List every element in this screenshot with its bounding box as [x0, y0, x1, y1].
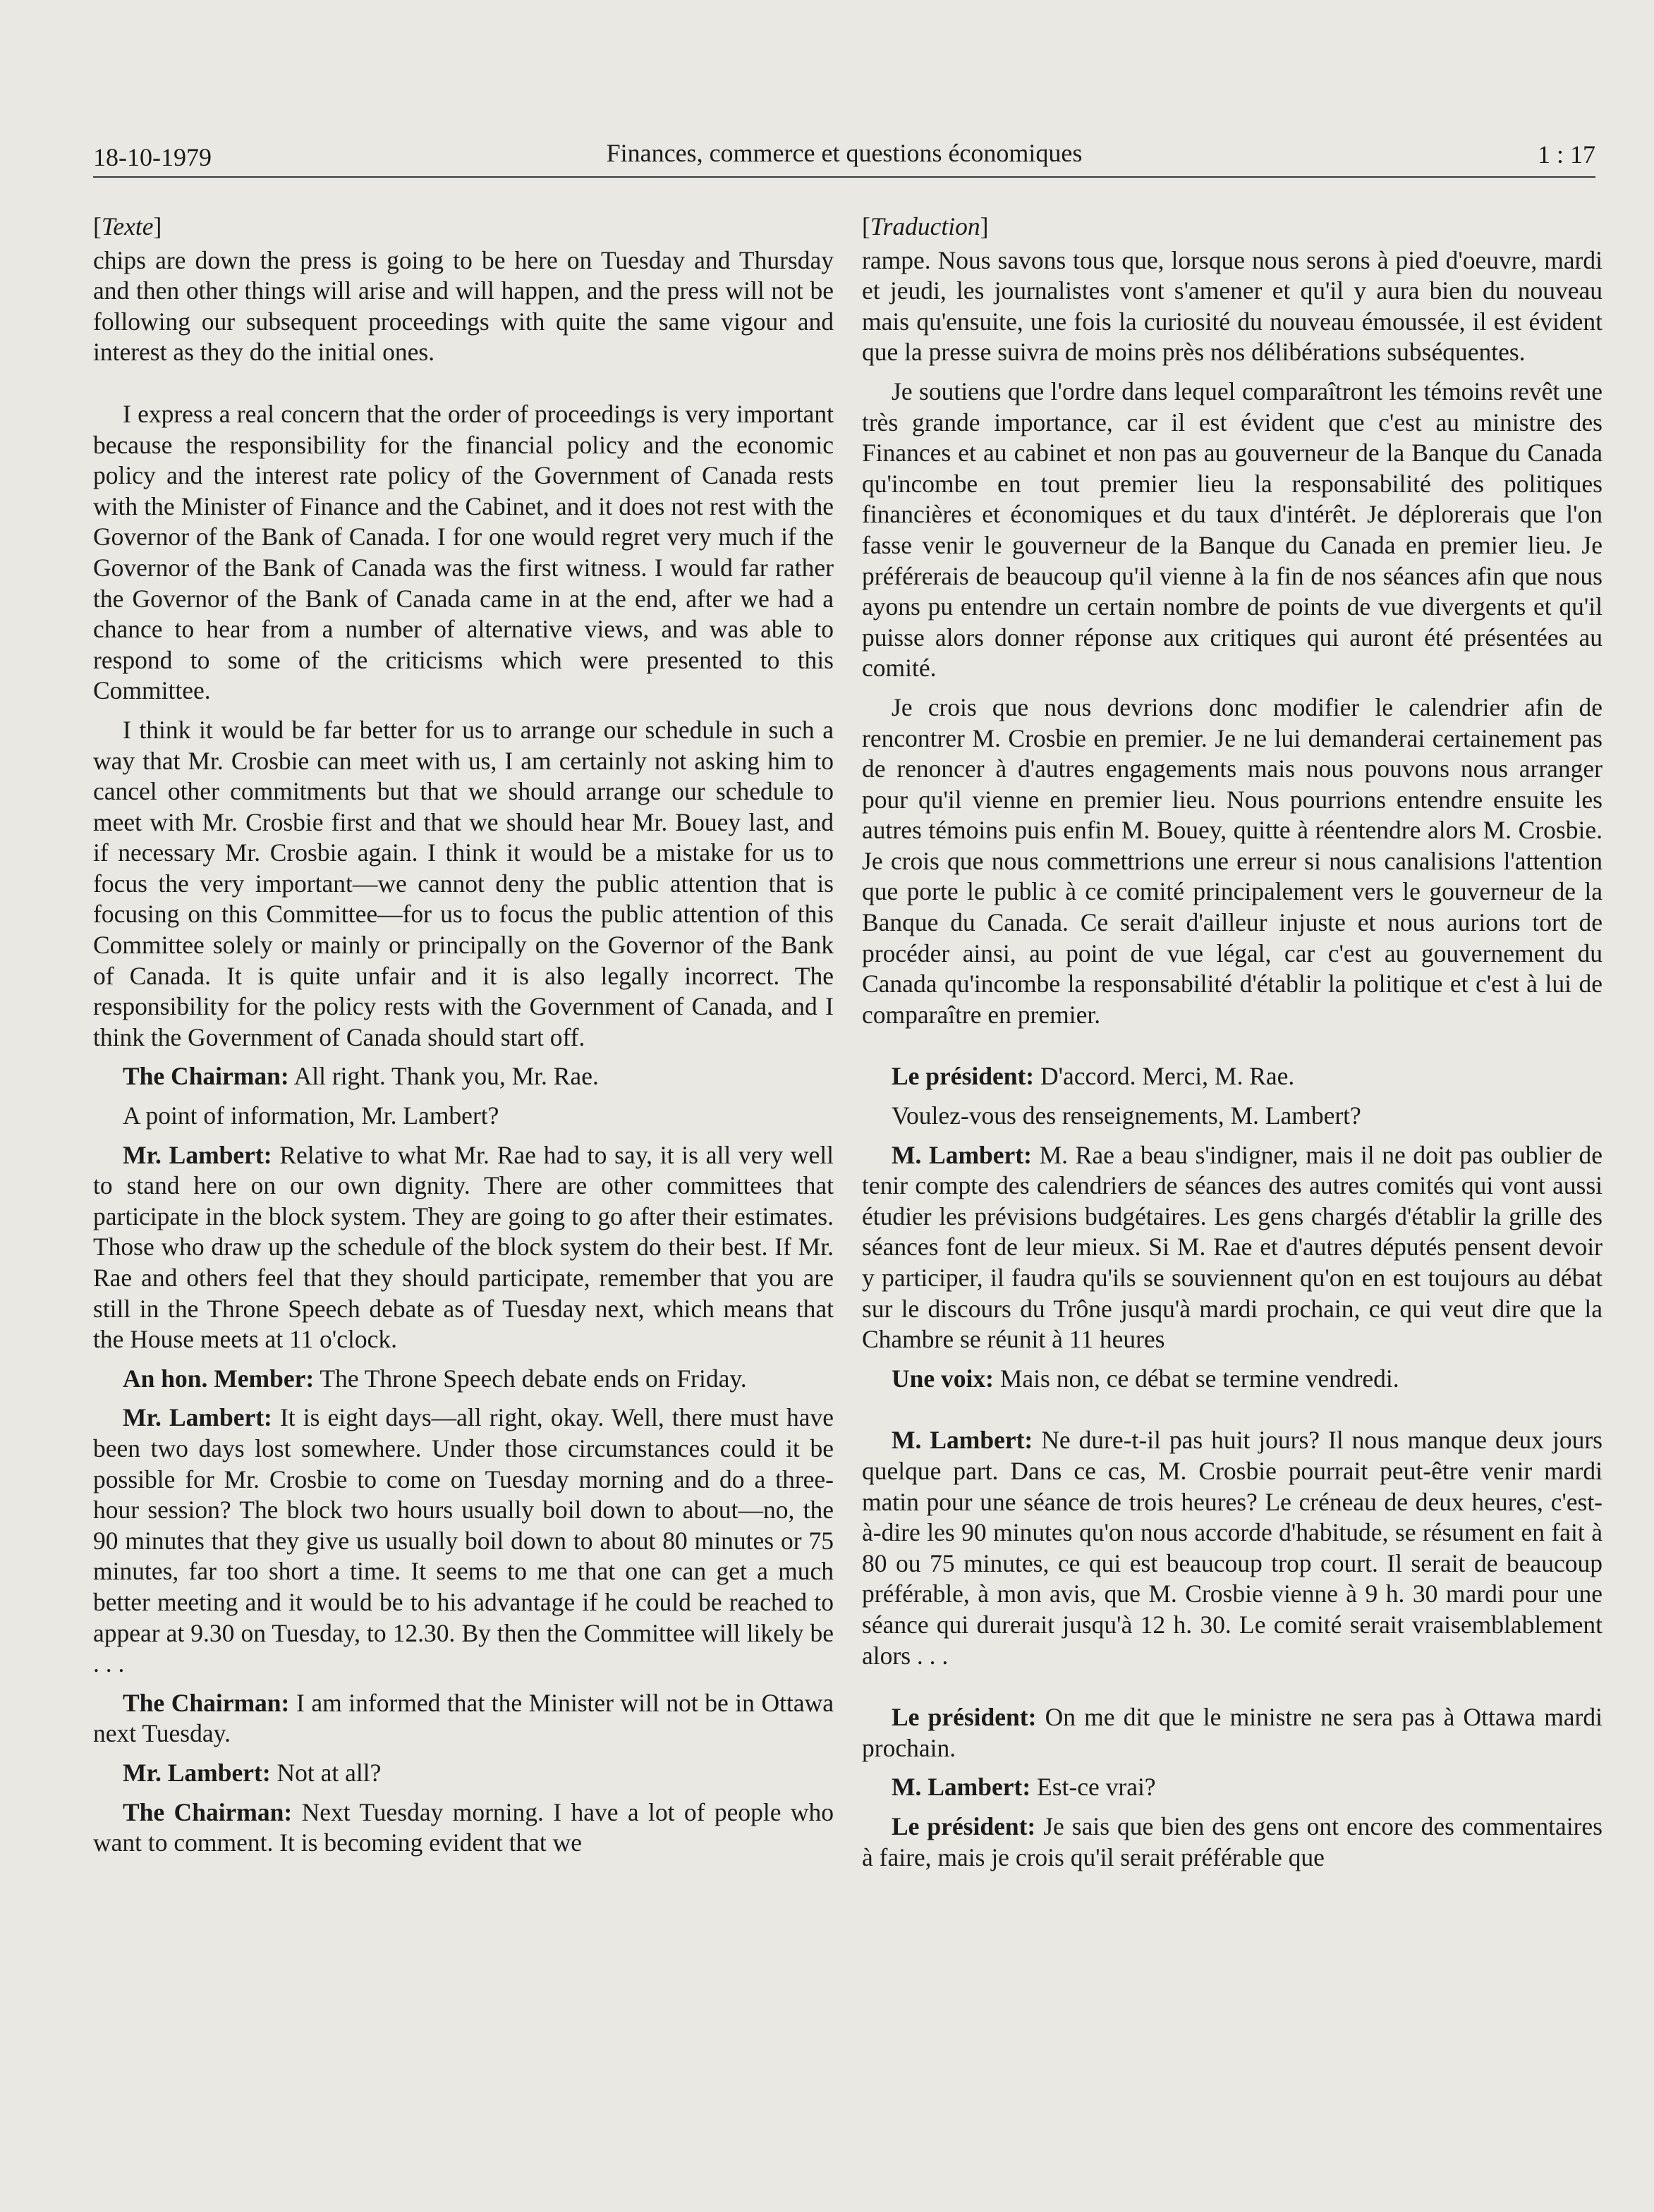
speech-paragraph	[862, 1061, 1603, 1092]
speaker-name: Le président:	[892, 1703, 1037, 1732]
speech-paragraph	[862, 1425, 1603, 1671]
speaker-name: Mr. Lambert:	[123, 1758, 271, 1787]
speech-text: Not at all?	[270, 1758, 382, 1787]
paragraph: Voulez-vous des renseignements, M. Lambert?	[892, 1101, 1361, 1130]
speech-text: It is eight days—all right, okay. Well, there must have been two days lost somewhere. Under those circumstances could it be possible for Mr. Crosbie to come on Tuesday morning and do a three-hour session? The block two hours usually boil down to about—no, the 90 minutes that they give us usually boil down to about 80 minutes or 75 minutes, far too short a time. It seems to me that one can get a much better meeting and it would be to his advantage if he could be reached to appear at 9.30 on Tuesday, to 12.30. By then the Committee will likely be . . .	[93, 1403, 834, 1678]
speech-paragraph	[862, 1811, 1603, 1873]
speaker-name: M. Lambert:	[892, 1773, 1031, 1802]
header-title: Finances, commerce et questions économiques	[606, 139, 1083, 167]
paragraph: Je soutiens que l'ordre dans lequel comparaîtront les témoins revêt une très grande importance, car il est évident que c'est au ministre des Finances et au cabinet et non pas au gouverneur de la Banque du Canada qu'incombe en tout premier lieu la responsabilité des politiques financières et économiques et du taux d'intérêt. Je déplorerais que l'on fasse venir le gouverneur de la Banque du Canada en premier lieu. Je préférerais de beaucoup qu'il vienne à la fin de nos séances afin que nous ayons pu entendre un certain nombre de points de vue divergents et qu'il puisse alors donner réponse aux critiques qui auront été présentées au comité.	[862, 377, 1603, 683]
speech-paragraph	[93, 1797, 834, 1859]
speech-paragraph	[93, 1758, 834, 1789]
speech-text: Relative to what Mr. Rae had to say, it is all very well to stand here on our own dignity. There are other committees that participate in the block system. They are going to go after their estimates. Those who draw up the schedule of the block system do their best. If Mr. Rae and others feel that they should participate, remember that you are still in the Throne Speech debate as of Tuesday next, which means that the House meets at 11 o'clock.	[93, 1140, 834, 1354]
paragraph: A point of information, Mr. Lambert?	[123, 1101, 499, 1130]
speaker-name: M. Lambert:	[892, 1426, 1033, 1455]
speech-text: Mais non, ce débat se termine vendredi.	[993, 1364, 1399, 1393]
paragraph: I think it would be far better for us to arrange our schedule in such a way that Mr. Crosbie can meet with us, I am certainly not asking him to cancel other commitments but that we should arrange our schedule to meet with Mr. Crosbie first and that we should hear Mr. Bouey last, and if necessary Mr. Crosbie again. I think it would be a mistake for us to focus the very important—we cannot deny the public attention that is focusing on this Committee—for us to focus the public attention of this Committee solely or mainly or principally on the Governor of the Bank of Canada. It is quite unfair and it is also legally incorrect. The responsibility for the policy rests with the Government of Canada, and I think the Government of Canada should start off.	[93, 715, 834, 1051]
language-tag: [Traduction]	[862, 212, 989, 240]
language-tag: [Texte]	[93, 212, 162, 240]
paragraph: rampe. Nous savons tous que, lorsque nous serons à pied d'oeuvre, mardi et jeudi, les journalistes vont s'amener et qu'il y aura bien du nouveau mais qu'ensuite, une fois la curiosité du nouveau émoussée, il est évident que la presse suivra de moins près nos délibérations subséquentes.	[862, 245, 1603, 367]
speaker-name: The Chairman:	[123, 1688, 290, 1717]
header-date: 18-10-1979	[93, 143, 212, 171]
speech-text: Je sais que bien des gens ont encore des commentaires à faire, mais je crois qu'il serait préférable que	[862, 1811, 1603, 1871]
speaker-name: The Chairman:	[123, 1797, 293, 1826]
french-column	[862, 212, 1603, 1873]
speech-paragraph	[93, 1403, 834, 1679]
language-tag-text: Texte	[101, 212, 154, 240]
speech-paragraph	[93, 1364, 834, 1395]
speech-text: On me dit que le ministre ne sera pas à Ottawa mardi prochain.	[862, 1703, 1603, 1762]
speaker-name: Le président:	[892, 1062, 1035, 1091]
speech-text: Ne dure-t-il pas huit jours? Il nous manque deux jours quelque part. Dans ce cas, M. Crosbie pourrait peut-être venir mardi matin pour une séance de trois heures? Le créneau de deux heures, c'est-à-dire les 90 minutes qu'on nous accorde d'habitude, se résument en fait à 80 ou 75 minutes, ce qui est beaucoup trop court. Il serait de beaucoup préférable, à mon avis, que M. Crosbie vienne à 9 h. 30 mardi pour une séance qui durerait jusqu'à 12 h. 30. Le comité serait vraisemblablement alors . . .	[862, 1426, 1603, 1670]
speech-paragraph	[93, 1688, 834, 1749]
speech-paragraph	[862, 1702, 1603, 1764]
paragraph: I express a real concern that the order of proceedings is very important because the responsibility for the financial policy and the economic policy and the interest rate policy of the Government of Canada rests with the Minister of Finance and the Cabinet, and it does not rest with the Governor of the Bank of Canada. I for one would regret very much if the Governor of the Bank of Canada was the first witness. I would far rather the Governor of the Bank of Canada came in at the end, after we had a chance to hear from a number of alternative views, and was able to respond to some of the criticisms which were presented to this Committee.	[93, 399, 834, 705]
speech-text: Next Tuesday morning. I have a lot of people who want to comment. It is becoming evident that we	[93, 1797, 834, 1857]
paragraph: chips are down the press is going to be here on Tuesday and Thursday and then other things will arise and will happen, and the press will not be following our subsequent proceedings with quite the same vigour and interest as they do the initial ones.	[93, 245, 834, 367]
speech-paragraph	[93, 1061, 834, 1092]
english-column	[93, 212, 834, 1859]
header-page-number: 1 : 17	[1537, 140, 1595, 169]
page-header	[93, 138, 1595, 178]
speech-paragraph	[93, 1140, 834, 1355]
speech-text: All right. Thank you, Mr. Rae.	[288, 1062, 599, 1091]
language-tag-text: Traduction	[870, 212, 980, 240]
speech-text: M. Rae a beau s'indigner, mais il ne doit pas oublier de tenir compte des calendriers de séances des autres comités qui vont aussi étudier les prévisions budgétaires. Les gens chargés d'établir la grille des séances font de leur mieux. Si M. Rae et d'autres députés pensent devoir y participer, il faudra qu'ils se souviennent qu'on en est toujours au débat sur le discours du Trône jusqu'à mardi prochain, ce qui veut dire que la Chambre se réunit à 11 heures	[862, 1140, 1603, 1354]
speech-paragraph	[862, 1772, 1603, 1803]
speech-text: D'accord. Merci, M. Rae.	[1034, 1062, 1295, 1091]
speaker-name: Mr. Lambert:	[123, 1403, 272, 1432]
speaker-name: The Chairman:	[123, 1062, 289, 1091]
speaker-name: Une voix:	[892, 1364, 994, 1393]
speaker-name: An hon. Member:	[123, 1364, 315, 1393]
speaker-name: Mr. Lambert:	[123, 1140, 272, 1169]
speaker-name: Le président:	[892, 1811, 1036, 1840]
speech-text: The Throne Speech debate ends on Friday.	[314, 1364, 747, 1393]
paragraph: Je crois que nous devrions donc modifier le calendrier afin de rencontrer M. Crosbie en premier. Je ne lui demanderai certainement pas de renoncer à d'autres engagements mais nous pouvons nous arranger pour qu'il vienne en premier lieu. Nous pourrions entendre ensuite les autres témoins puis enfin M. Bouey, quitte à réentendre alors M. Crosbie. Je crois que nous commettrions une erreur si nous canalisions l'attention que porte le public à ce comité principalement vers le gouverneur de la Banque du Canada. Ce serait d'ailleur injuste et nous aurions tort de procéder ainsi, au point de vue légal, car c'est au gouvernement du Canada qu'incombe la responsabilité d'établir la politique et c'est à lui de comparaître en premier.	[862, 692, 1603, 1029]
speech-paragraph	[862, 1140, 1603, 1355]
speech-text: I am informed that the Minister will not be in Ottawa next Tuesday.	[93, 1688, 834, 1748]
speech-paragraph	[862, 1364, 1603, 1395]
speech-text: Est-ce vrai?	[1030, 1773, 1156, 1802]
speaker-name: M. Lambert:	[892, 1140, 1032, 1169]
